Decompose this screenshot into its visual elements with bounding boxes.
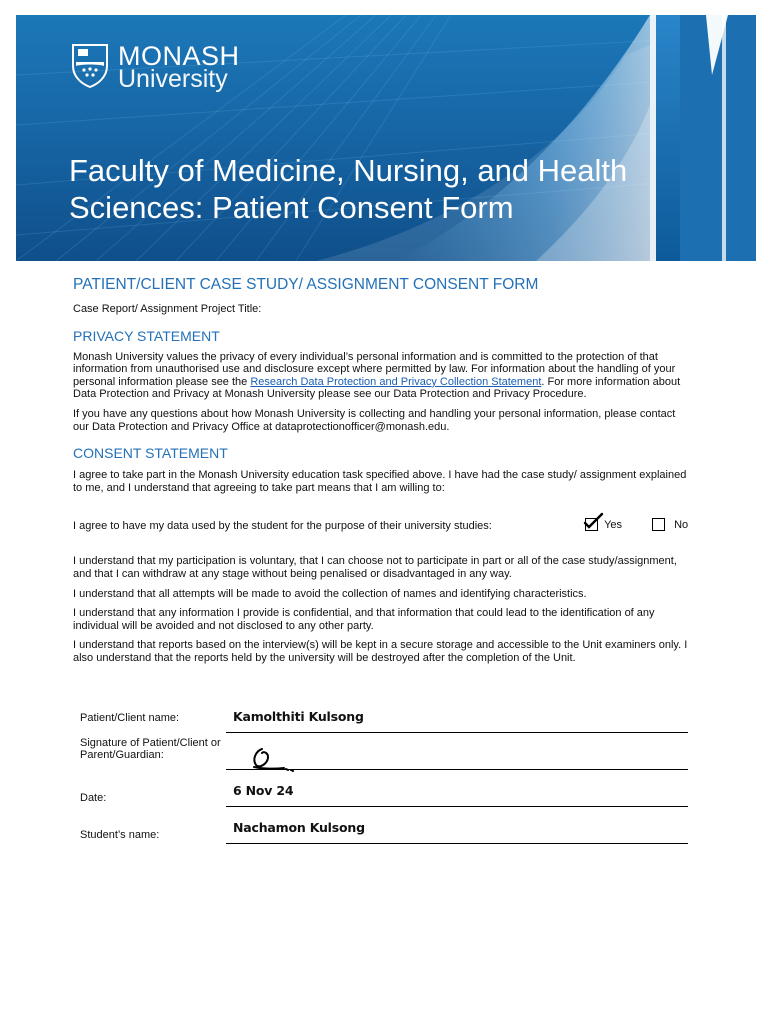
header-banner: [16, 15, 756, 261]
check-mark-icon: [583, 512, 605, 530]
privacy-paragraph-2: If you have any questions about how Monash University is collecting and handling your personal information, please contact our Data Protection and Privacy Office at dataprotectionofficer@monash.edu.: [73, 407, 676, 433]
date-row: [80, 776, 688, 813]
student-name-value: Nachamon Kulsong: [233, 820, 365, 835]
patient-name-field[interactable]: [226, 702, 688, 733]
consent-statement-1: I understand that my participation is voluntary, that I can choose not to participate in part or all of the case study/assignment, and that I can withdraw at any stage without being penalised or disadvantaged in any way.: [73, 555, 677, 580]
form-heading: PATIENT/CLIENT CASE STUDY/ ASSIGNMENT CONSENT FORM: [73, 276, 539, 293]
patient-name-row: [80, 702, 688, 739]
signature-label: Signature of Patient/Client or Parent/Guardian:: [80, 737, 221, 761]
consent-heading: CONSENT STATEMENT: [73, 445, 228, 462]
student-name-field[interactable]: [226, 813, 688, 844]
form-body: [73, 276, 693, 665]
date-label: Date:: [80, 792, 107, 804]
logo-wordmark-monash: MONASH: [118, 41, 240, 71]
privacy-paragraph-1: [73, 351, 693, 401]
signature-fields-table: [80, 702, 688, 850]
signature-field[interactable]: [226, 739, 688, 770]
date-value: 6 Nov 24: [233, 783, 294, 798]
logo-wordmark-university: University: [118, 65, 228, 93]
data-use-row: [73, 516, 693, 536]
monash-logo: [70, 42, 250, 94]
consent-statement-3: I understand that any information I provide is confidential, and that information that could lead to the identification of any individual will be avoided and not disclosed to any other party.: [73, 607, 655, 632]
privacy-text-after-link: . For more information about Data Protection and Privacy at Monash University please see our Data Protection and Privacy Procedure.: [73, 375, 681, 401]
privacy-heading: PRIVACY STATEMENT: [73, 327, 220, 344]
privacy-text-before-link: Monash University values the privacy of every individual’s personal information and is committed to the protection of that information from unauthorised use and disclosure except where permitted by law. For information about the handling of your personal information please see the: [73, 350, 676, 388]
no-label: No: [674, 518, 689, 531]
handwritten-signature: [248, 741, 298, 773]
date-field[interactable]: [226, 776, 688, 807]
privacy-collection-statement-link[interactable]: Research Data Protection and Privacy Collection Statement: [250, 375, 542, 388]
yes-label: Yes: [604, 518, 623, 531]
no-checkbox[interactable]: [652, 518, 665, 531]
consent-intro: I agree to take part in the Monash University education task specified above. I have had the case study/ assignment explained to me, and I understand that agreeing to take part means that I am willing to:: [73, 469, 687, 494]
data-use-statement: I agree to have my data used by the student for the purpose of their university studies:: [73, 520, 492, 533]
page-title-line-1: Faculty of Medicine, Nursing, and Health: [69, 153, 628, 188]
project-title-label: Case Report/ Assignment Project Title:: [73, 303, 262, 315]
consent-statement-2: I understand that all attempts will be made to avoid the collection of names and identifying characteristics.: [73, 587, 587, 600]
signature-row: [80, 739, 688, 776]
student-name-row: [80, 813, 688, 850]
yes-option[interactable]: [585, 518, 622, 531]
consent-statement-4: I understand that reports based on the interview(s) will be kept in a secure storage and accessible to the Unit examiners only. I also understand that the reports held by the university will be destroyed after the completion of the Unit.: [73, 639, 688, 664]
patient-name-value: Kamolthiti Kulsong: [233, 709, 364, 724]
patient-name-label: Patient/Client name:: [80, 712, 180, 724]
page-title: [69, 152, 629, 226]
page-title-line-2: Sciences: Patient Consent Form: [69, 190, 514, 225]
no-option[interactable]: [652, 518, 688, 531]
monash-crest-icon: [70, 42, 110, 88]
student-name-label: Student’s name:: [80, 829, 160, 841]
